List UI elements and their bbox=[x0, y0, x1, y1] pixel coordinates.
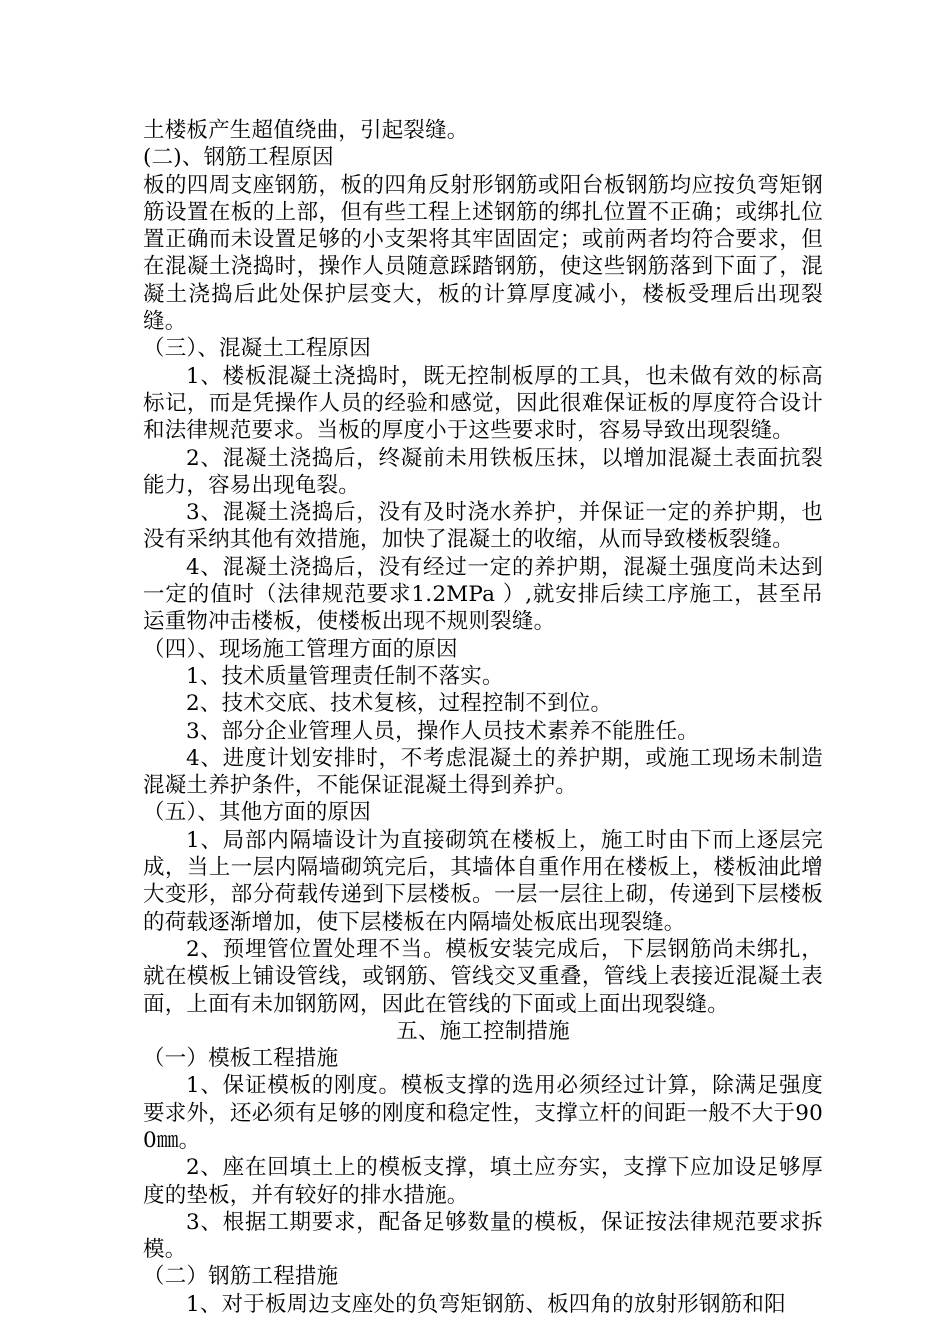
paragraph-formwork-3: 3、根据工期要求，配备足够数量的模板，保证按法律规范要求拆模。 bbox=[143, 1209, 823, 1263]
section-heading-concrete-causes: （三）、混凝土工程原因 bbox=[143, 336, 371, 362]
paragraph-concrete-1: 1、楼板混凝土浇捣时，既无控制板厚的工具，也未做有效的标高标记，而是凭操作人员的经验和感觉，因此很难保证板的厚度符合设计和法律规范要求。当板的厚度小于这些要求时，容易导致出现裂缝。 bbox=[143, 363, 823, 444]
section-heading-rebar-measures: （二）钢筋工程措施 bbox=[143, 1264, 339, 1290]
paragraph-management-3: 3、部分企业管理人员，操作人员技术素养不能胜任。 bbox=[186, 718, 699, 744]
paragraph-rebar-causes: 板的四周支座钢筋，板的四角反射形钢筋或阳台板钢筋均应按负弯矩钢筋设置在板的上部，但有些工程上述钢筋的绑扎位置不正确；或绑扎位置正确而未设置足够的小支架将其牢固固定；或前两者均符合要求，但在混凝土浇捣时，操作人员随意踩踏钢筋，使这些钢筋落到下面了，混凝土浇捣后此处保护层变大，板的计算厚度减小，楼板受理后出现裂缝。 bbox=[143, 172, 823, 335]
section-heading-management-causes: （四）、现场施工管理方面的原因 bbox=[143, 636, 458, 662]
document-body bbox=[143, 117, 823, 1318]
paragraph-management-4: 4、进度计划安排时，不考虑混凝土的养护期，或施工现场未制造混凝土养护条件，不能保证混凝土得到养护。 bbox=[143, 745, 823, 799]
paragraph-concrete-2: 2、混凝土浇捣后，终凝前未用铁板压抹，以增加混凝土表面抗裂能力，容易出现龟裂。 bbox=[143, 445, 823, 498]
paragraph-formwork-1: 1、保证模板的刚度。模板支撑的选用必须经过计算，除满足强度要求外，还必须有足够的刚度和稳定性，支撑立杆的间距一般不大于900㎜。 bbox=[143, 1073, 823, 1153]
paragraph-concrete-4: 4、混凝土浇捣后，没有经过一定的养护期，混凝土强度尚未达到一定的值时（法律规范要求1.2MPa ）,就安排后续工序施工，甚至吊运重物冲击楼板，使楼板出现不规则裂缝。 bbox=[143, 554, 823, 635]
chapter-title-control-measures: 五、施工控制措施 bbox=[396, 1018, 570, 1044]
paragraph-other-2: 2、预埋管位置处理不当。模板安装完成后，下层钢筋尚未绑扎，就在模板上铺设管线，或钢筋、管线交叉重叠，管线上表接近混凝土表面，上面有未加钢筋网，因此在管线的下面或上面出现裂缝。 bbox=[143, 936, 823, 1017]
paragraph-rebar-measures-1: 1、对于板周边支座处的负弯矩钢筋、板四角的放射形钢筋和阳 bbox=[186, 1291, 786, 1317]
section-heading-other-causes: （五）、其他方面的原因 bbox=[143, 800, 371, 826]
paragraph-continuation: 土楼板产生超值绕曲，引起裂缝。 bbox=[143, 118, 469, 143]
paragraph-management-2: 2、技术交底、技术复核，过程控制不到位。 bbox=[186, 691, 613, 717]
paragraph-management-1: 1、技术质量管理责任制不落实。 bbox=[186, 663, 504, 689]
paragraph-other-1: 1、局部内隔墙设计为直接砌筑在楼板上，施工时由下而上逐层完成，当上一层内隔墙砌筑完后，其墙体自重作用在楼板上，楼板油此增大变形，部分荷载传递到下层楼板。一层一层往上砌，传递到下层楼板的荷载逐渐增加，使下层楼板在内隔墙处板底出现裂缝。 bbox=[143, 827, 823, 935]
section-heading-rebar-causes: (二)、钢筋工程原因 bbox=[143, 145, 334, 171]
paragraph-concrete-3: 3、混凝土浇捣后，没有及时浇水养护，并保证一定的养护期，也没有采纳其他有效措施，加快了混凝土的收缩，从而导致楼板裂缝。 bbox=[143, 500, 823, 553]
section-heading-formwork-measures: （一）模板工程措施 bbox=[143, 1046, 339, 1072]
paragraph-formwork-2: 2、座在回填土上的模板支撑，填土应夯实，支撑下应加设足够厚度的垫板，并有较好的排水措施。 bbox=[143, 1155, 823, 1208]
